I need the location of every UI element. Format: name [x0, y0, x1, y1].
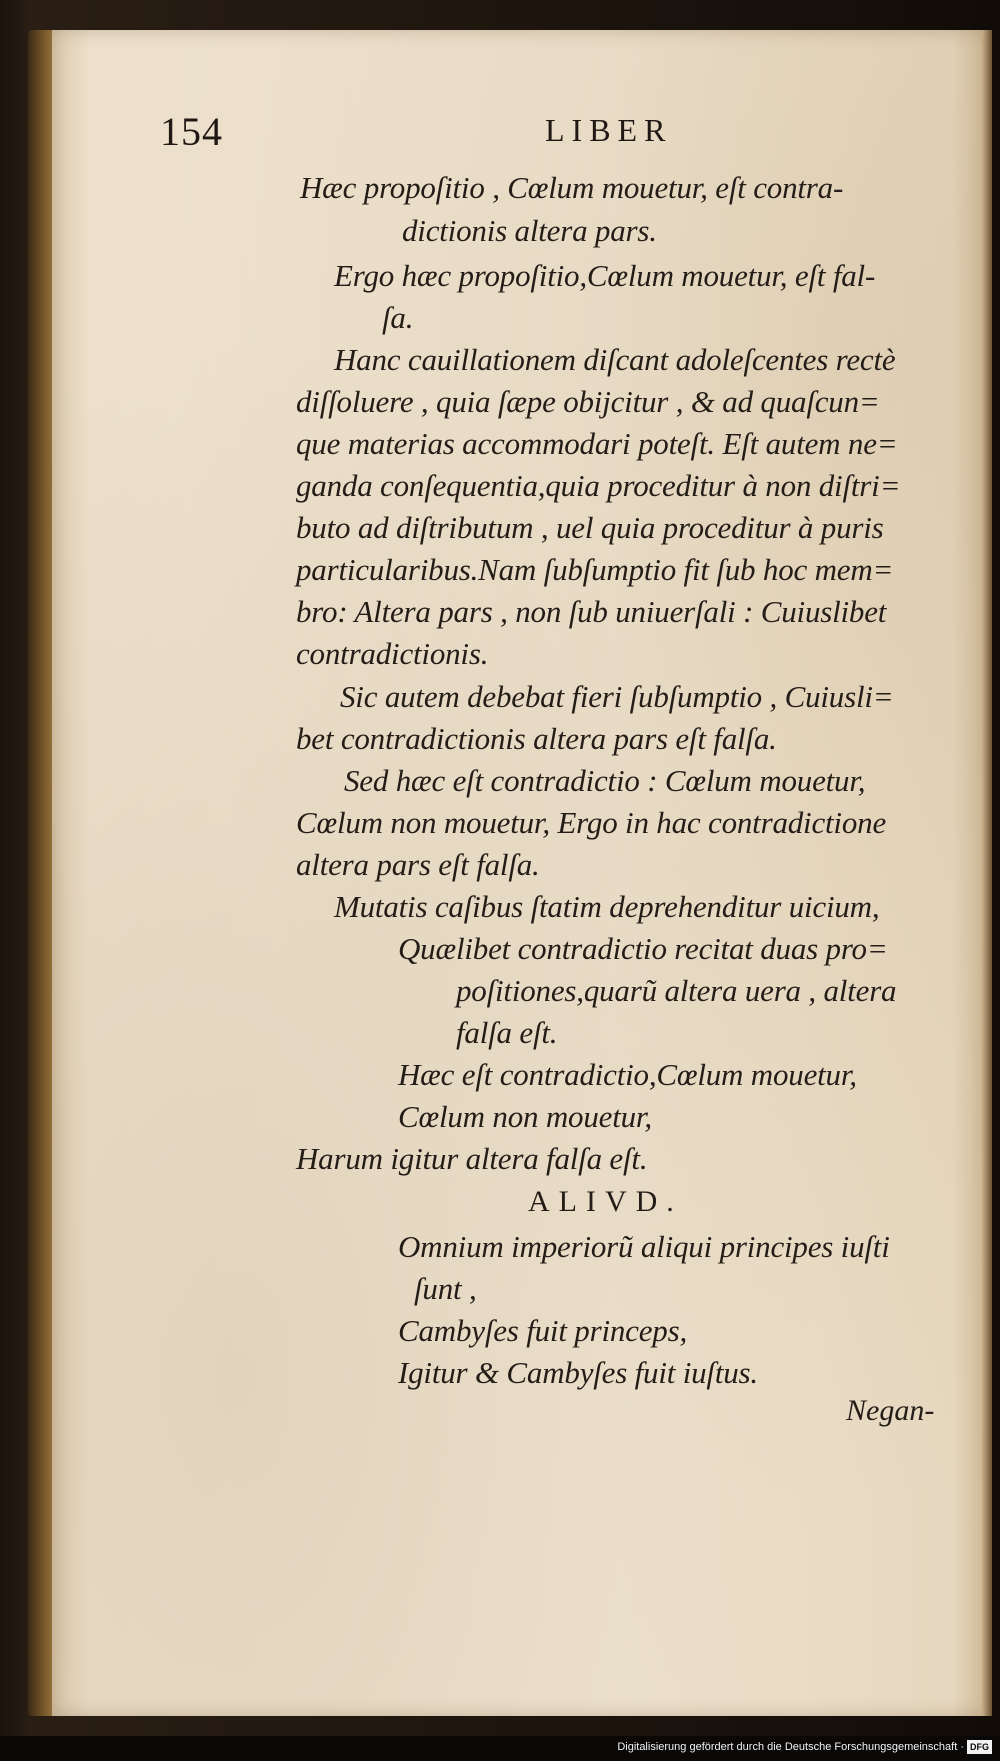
text-line: Sic autem debebat fieri ſubſumptio , Cuiusli= — [340, 679, 894, 714]
text-line: diſſoluere , quia ſæpe obijcitur , & ad quaſcun= — [296, 384, 880, 419]
text-line: Mutatis caſibus ſtatim deprehenditur uicium, — [334, 889, 880, 924]
funding-credit: Digitalisierung gefördert durch die Deutsche Forschungsgemeinschaft · — [617, 1741, 964, 1753]
text-line: ſunt , — [414, 1271, 477, 1306]
text-line: Hæc propoſitio , Cœlum mouetur, eſt contra- — [300, 170, 844, 205]
text-line: Harum igitur altera falſa eſt. — [296, 1141, 648, 1176]
text-line: Omnium imperiorũ aliqui principes iuſti — [398, 1229, 890, 1264]
text-line: bet contradictionis altera pars eſt falſa. — [296, 721, 777, 756]
text-line: ſa. — [382, 300, 414, 335]
text-line: Cambyſes fuit princeps, — [398, 1313, 688, 1348]
text-line: Sed hæc eſt contradictio : Cœlum mouetur, — [344, 763, 866, 798]
text-line: particularibus.Nam ſubſumptio fit ſub hoc mem= — [296, 552, 894, 587]
text-line: que materias accommodari poteſt. Eſt autem ne= — [296, 426, 898, 461]
text-line: Quælibet contradictio recitat duas pro= — [398, 931, 888, 966]
text-line: contradictionis. — [296, 636, 489, 671]
text-line: falſa eſt. — [456, 1015, 558, 1050]
text-line: ganda conſequentia,quia proceditur à non diſtri= — [296, 468, 901, 503]
text-line: altera pars eſt falſa. — [296, 847, 540, 882]
text-line: poſitiones,quarũ altera uera , altera — [456, 973, 897, 1008]
page-edge — [982, 30, 992, 1716]
text-line: Ergo hæc propoſitio,Cœlum mouetur, eſt fal- — [334, 258, 876, 293]
page-number: 154 — [160, 109, 223, 154]
text-line: buto ad diſtributum , uel quia proceditur à puris — [296, 510, 884, 545]
dfg-logo: DFG — [967, 1740, 992, 1754]
text-line: Cœlum non mouetur, Ergo in hac contradictione — [296, 805, 887, 840]
section-heading: ALIVD. — [528, 1185, 683, 1218]
text-line: bro: Altera pars , non ſub uniuerſali : Cuiuslibet — [296, 594, 887, 629]
text-line: dictionis altera pars. — [402, 213, 657, 248]
text-line: Cœlum non mouetur, — [398, 1099, 652, 1134]
text-line: Hanc cauillationem diſcant adoleſcentes rectè — [334, 342, 896, 377]
text-line: Hæc eſt contradictio,Cœlum mouetur, — [398, 1057, 857, 1092]
text-line: Igitur & Cambyſes fuit iuſtus. — [398, 1355, 758, 1390]
running-head: LIBER — [545, 112, 673, 148]
catchword: Negan- — [846, 1394, 935, 1427]
